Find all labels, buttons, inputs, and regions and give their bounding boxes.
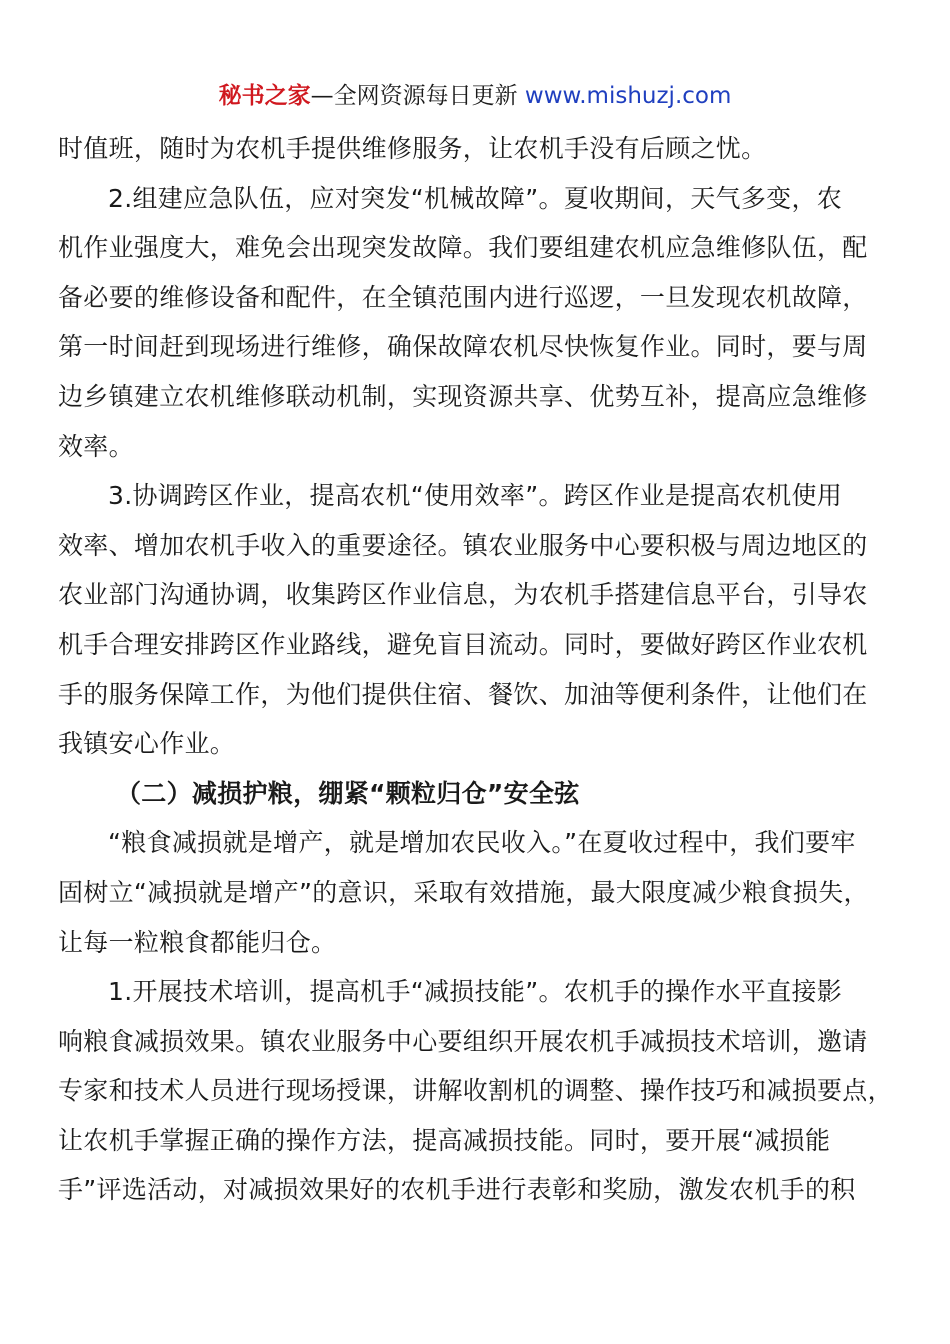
text-line: 机手合理安排跨区作业路线，避免盲目流动。同时，要做好跨区作业农机 <box>58 629 868 659</box>
text-line: 响粮食减损效果。镇农业服务中心要组织开展农机手减损技术培训，邀请 <box>58 1026 868 1056</box>
text-line: 机作业强度大，难免会出现突发故障。我们要组建农机应急维修队伍，配 <box>58 233 868 263</box>
text-line: 农业部门沟通协调，收集跨区作业信息，为农机手搭建信息平台，引导农 <box>58 580 868 610</box>
text-line: 效率、增加农机手收入的重要途径。镇农业服务中心要积极与周边地区的 <box>58 530 868 560</box>
header-slogan: —全网资源每日更新 <box>310 83 525 109</box>
text-line: 效率。 <box>58 431 134 461</box>
text-line: 手的服务保障工作，为他们提供住宿、餐饮、加油等便利条件，让他们在 <box>58 679 868 709</box>
section-heading: （二）减损护粮，绷紧“颗粒归仓”安全弦 <box>116 778 580 808</box>
text-line: 让农机手掌握正确的操作方法，提高减损技能。同时，要开展“减损能 <box>58 1125 831 1155</box>
document-body <box>58 124 893 1215</box>
text-line: 边乡镇建立农机维修联动机制，实现资源共享、优势互补，提高应急维修 <box>58 381 868 411</box>
paragraph-start: 3.协调跨区作业，提高农机“使用效率”。跨区作业是提高农机使用 <box>108 481 843 511</box>
text-line: 让每一粒粮食都能归仓。 <box>58 927 337 957</box>
text-line: 手”评选活动，对减损效果好的农机手进行表彰和奖励，激发农机手的积 <box>58 1175 856 1205</box>
paragraph-start: “粮食减损就是增产，就是增加农民收入。”在夏收过程中，我们要牢 <box>108 828 856 858</box>
brand-name: 秘书之家 <box>218 83 311 109</box>
text-line: 专家和技术人员进行现场授课，讲解收割机的调整、操作技巧和减损要点， <box>58 1076 893 1106</box>
text-line: 第一时间赶到现场进行维修，确保故障农机尽快恢复作业。同时，要与周 <box>58 332 868 362</box>
text-line: 备必要的维修设备和配件，在全镇范围内进行巡逻，一旦发现农机故障， <box>58 282 868 312</box>
text-line: 我镇安心作业。 <box>58 729 236 759</box>
site-url-link[interactable]: www.mishuzj.com <box>524 83 732 109</box>
text-line: 时值班，随时为农机手提供维修服务，让农机手没有后顾之忧。 <box>58 134 767 163</box>
paragraph-start: 2.组建应急队伍，应对突发“机械故障”。夏收期间，天气多变，农 <box>108 183 843 213</box>
paragraph-start: 1.开展技术培训，提高机手“减损技能”。农机手的操作水平直接影 <box>108 977 843 1007</box>
site-header <box>0 80 950 112</box>
text-line: 固树立“减损就是增产”的意识，采取有效措施，最大限度减少粮食损失， <box>58 877 869 907</box>
